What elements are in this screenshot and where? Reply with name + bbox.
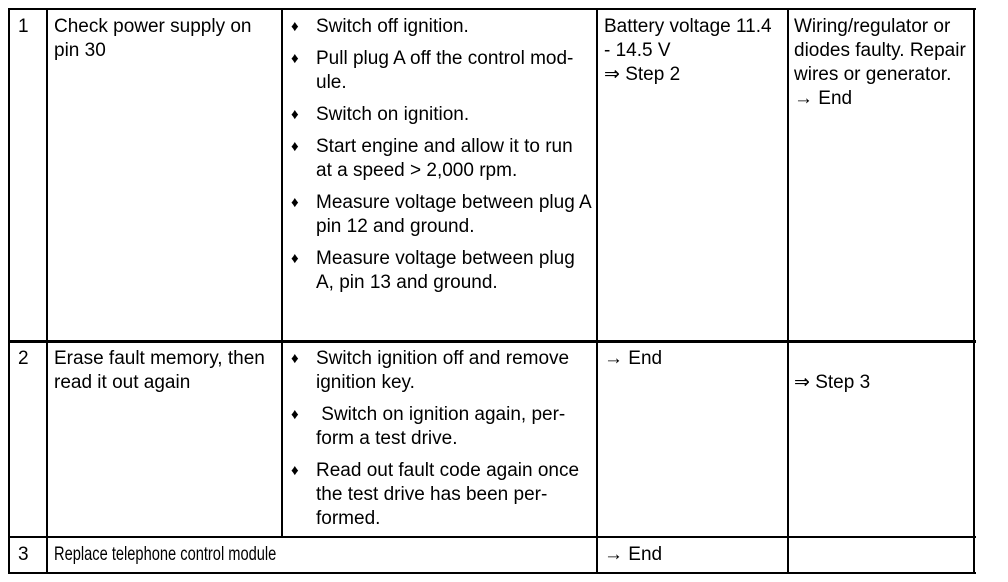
bullet-icon: ♦ [291,194,299,211]
action-line: Measure voltage between plug [316,248,575,269]
action-line: the test drive has been per- [316,484,548,505]
result-ok-line: Battery voltage 11.4 [604,16,772,37]
result-ok [604,15,772,87]
result-nok-line: wires or generator. [794,64,952,85]
column-divider-check [281,8,283,538]
action-line: Switch on ignition again, per- [316,404,566,425]
bullet-icon: ♦ [291,250,299,267]
result-nok-line: diodes faulty. Repair [794,40,966,61]
step-number: 1 [18,16,29,37]
action-line: formed. [316,508,381,529]
action-line: Switch ignition off and remove [316,348,570,369]
check-text [54,15,252,63]
step-number: 3 [18,544,29,565]
result-nok-line: Wiring/regulator or [794,16,951,37]
table-border-right [973,8,975,574]
result-ok [604,347,662,371]
result-ok [604,543,662,567]
check-line: Erase fault memory, then [54,348,265,369]
action-line: pin 12 and ground. [316,216,475,237]
column-divider-nok [787,8,789,574]
row-divider-2-3 [8,536,976,538]
action-line: at a speed > 2,000 rpm. [316,160,518,181]
action-line: ignition key. [316,372,415,393]
check-line: read it out again [54,372,191,393]
step-number: 2 [18,348,29,369]
result-ok-line: → End [604,544,663,565]
action-line: Start engine and allow it to run [316,136,573,157]
result-not-ok [794,15,966,111]
result-nok-line: ⇒ Step 3 [794,372,871,393]
result-ok-line: - 14.5 V [604,40,671,61]
check-line: pin 30 [54,40,106,61]
action-line: Read out fault code again once [316,460,580,481]
table-border-bottom [8,572,976,574]
action-line: Switch on ignition. [316,104,470,125]
bullet-icon: ♦ [291,406,299,423]
column-divider-ok [596,8,598,574]
check-text: Replace telephone control module [54,544,277,565]
check-line: Check power supply on [54,16,252,37]
result-ok-line: → End [604,348,663,369]
table-border-top [8,8,976,10]
bullet-icon: ♦ [291,18,299,35]
bullet-icon: ♦ [291,462,299,479]
bullet-icon: ♦ [291,350,299,367]
bullet-icon: ♦ [291,106,299,123]
result-not-ok [794,371,870,395]
table-border-left [8,8,10,574]
action-line: Pull plug A off the control mod- [316,48,574,69]
result-ok-line: ⇒ Step 2 [604,64,681,85]
bullet-icon: ♦ [291,50,299,67]
row-divider-1-2 [8,340,976,343]
check-text [54,347,265,395]
diagnostic-table [8,8,976,574]
result-nok-line: → End [794,88,853,109]
action-line: Measure voltage between plug A [316,192,592,213]
action-line: form a test drive. [316,428,458,449]
column-divider-step [46,8,48,574]
bullet-icon: ♦ [291,138,299,155]
action-line: ule. [316,72,347,93]
action-line: A, pin 13 and ground. [316,272,498,293]
action-line: Switch off ignition. [316,16,469,37]
